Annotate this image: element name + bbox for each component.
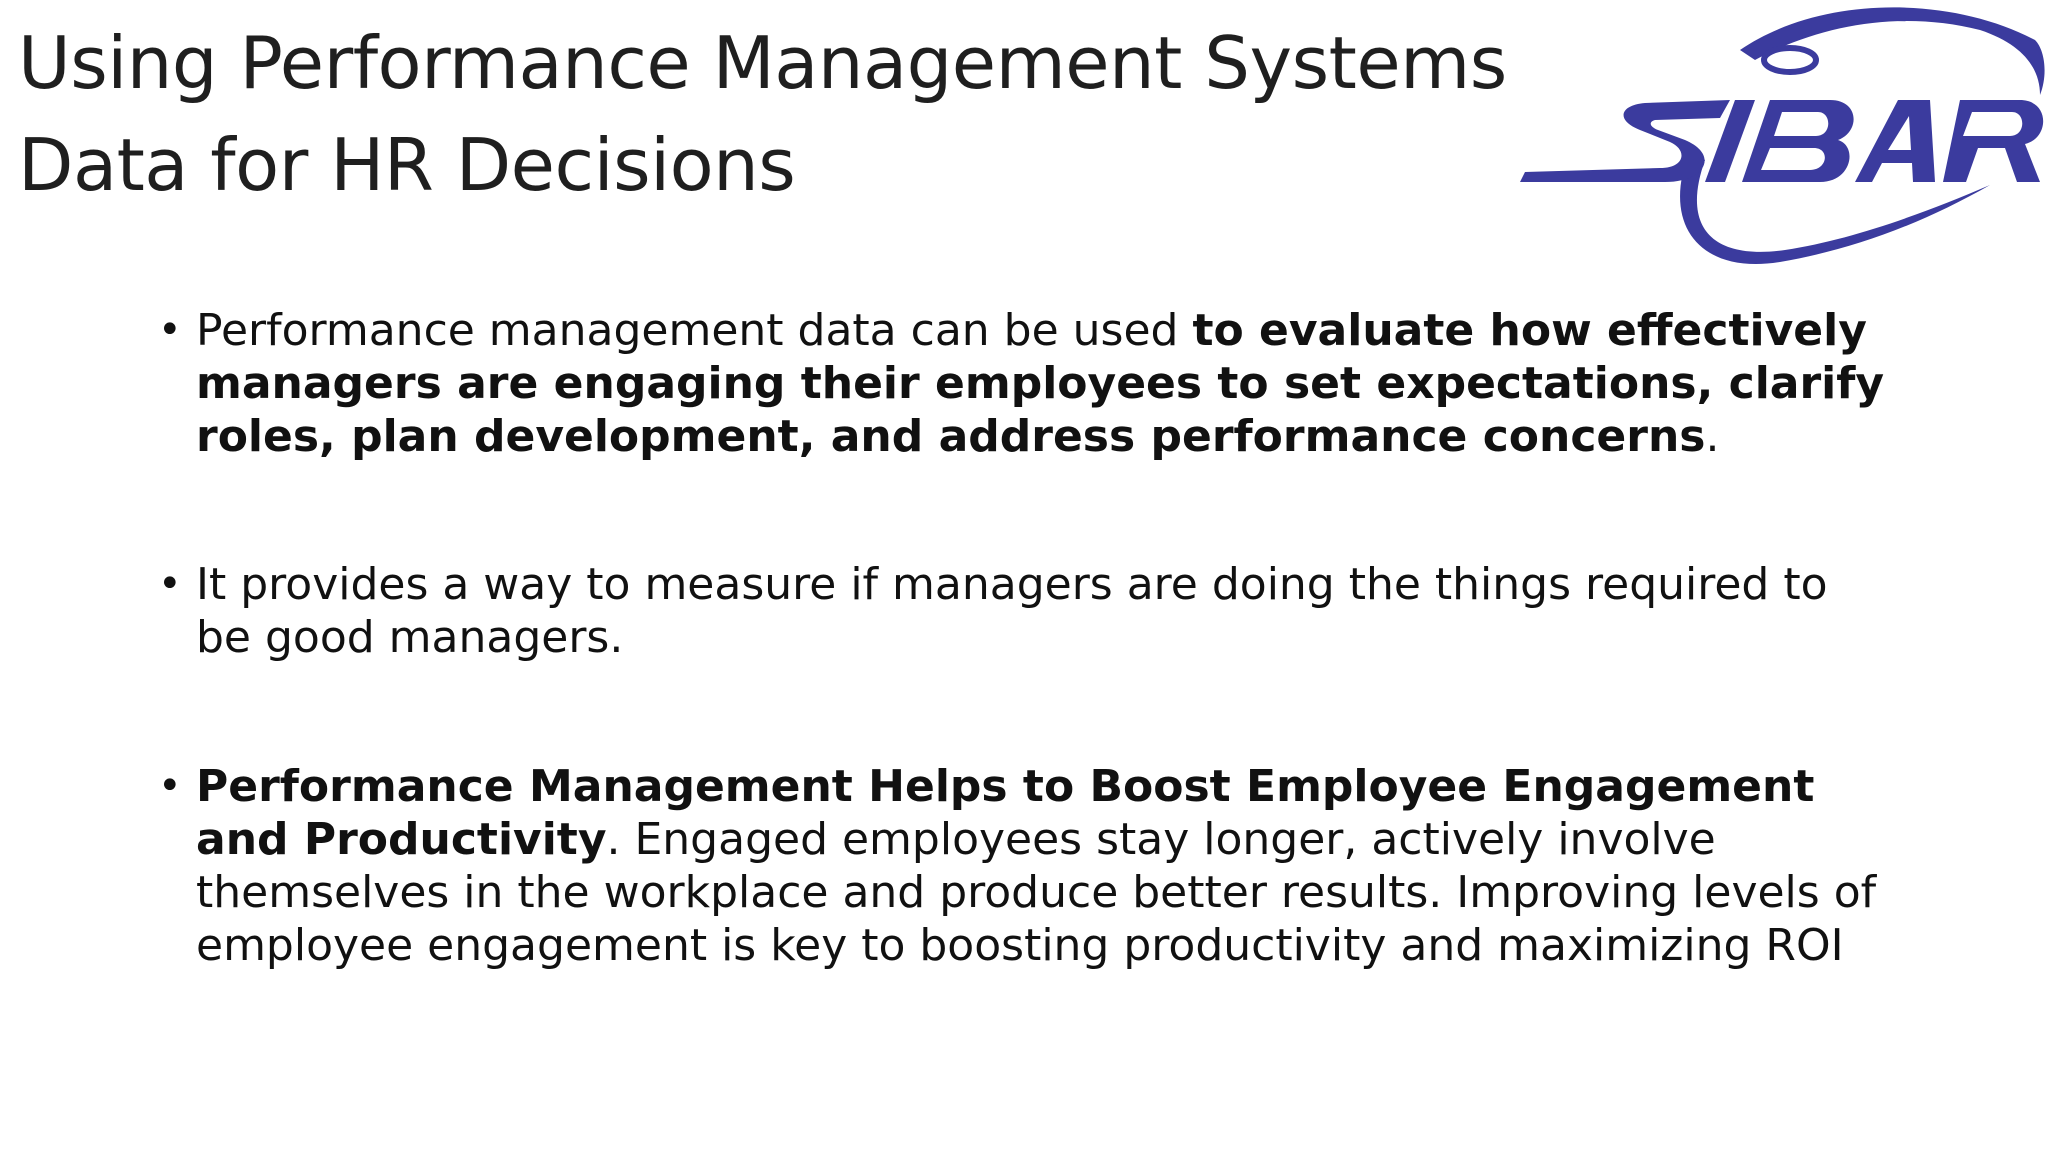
bullet-3-emphasis: Performance Management Helps to Boost Employee Engagement and Productivity [196,761,1815,865]
slide-title-line-1: Using Performance Management Systems [18,21,1507,105]
bullet-marker: • [158,307,182,353]
bullet-item-1 [150,304,1890,463]
bullet-2-text: It provides a way to measure if managers are doing the things required to be good managers. [196,559,1828,663]
slide-title [18,12,1558,216]
bullet-item-2 [150,558,1890,664]
bullet-marker: • [158,763,182,809]
bullet-marker: • [158,561,182,607]
bullet-1-end: . [1705,411,1720,462]
bullet-list [150,304,1890,972]
bullet-item-3 [150,760,1890,972]
sibar-logo-icon [1520,0,2048,275]
bullet-3-text: . Engaged employees stay longer, actively involve themselves in the workplace and produce better results. Improving levels of employee engagement is key to boosting productivity and maximizing ROI [196,814,1877,971]
slide-title-line-2: Data for HR Decisions [18,123,796,207]
bullet-1-emphasis: to evaluate how effectively managers are engaging their employees to set expectations, clarify roles, plan development, and address performance concerns [196,305,1885,462]
bullet-1-text: Performance management data can be used [196,305,1193,356]
